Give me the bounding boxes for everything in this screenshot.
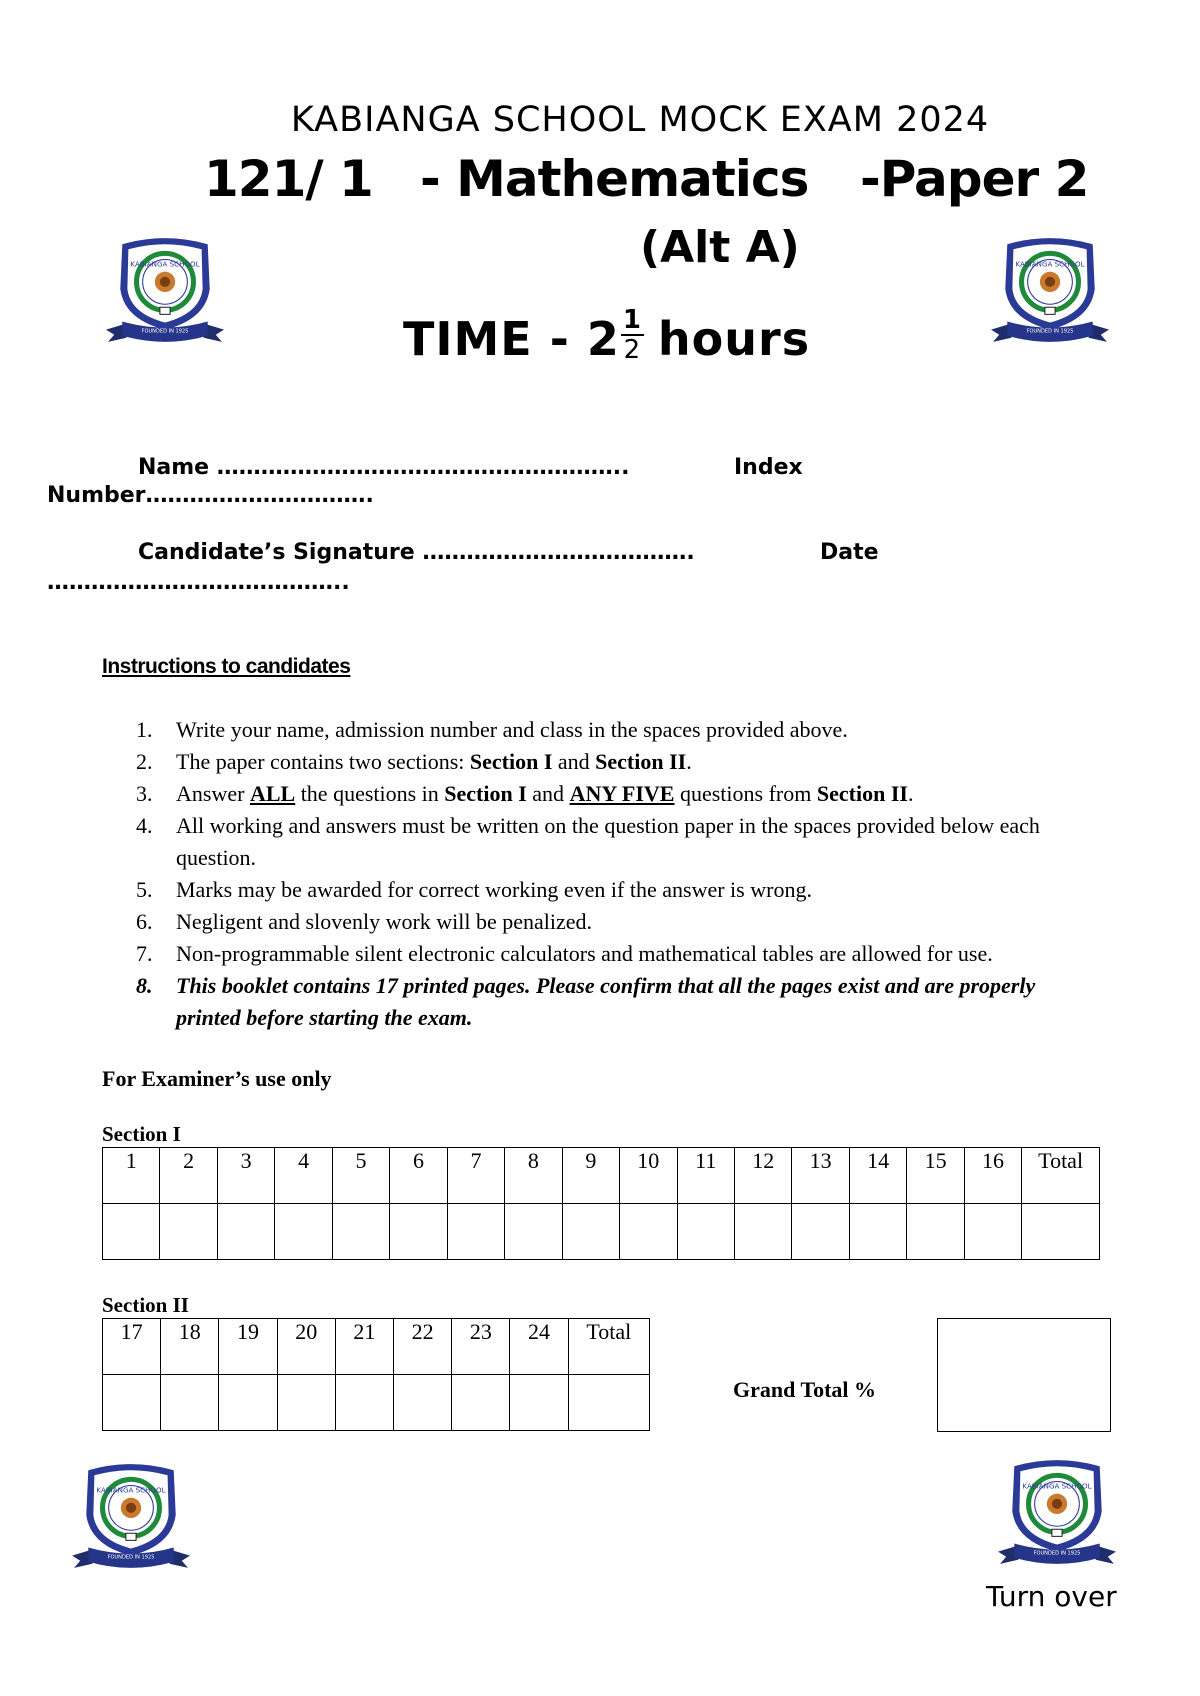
- marks-score-cell[interactable]: [734, 1204, 791, 1260]
- paper-number: -Paper 2: [860, 150, 1089, 208]
- section2-marks-table: [102, 1318, 650, 1431]
- marks-score-cell[interactable]: [677, 1204, 734, 1260]
- paper-code: 121/ 1: [204, 150, 373, 208]
- marks-header-cell: 17: [103, 1319, 161, 1375]
- marks-header-cell: 20: [277, 1319, 335, 1375]
- marks-score-cell[interactable]: [568, 1375, 649, 1431]
- instruction-item: 1. Write your name, admission number and class in the spaces provided above.: [136, 717, 848, 742]
- instruction-item: 6. Negligent and slovenly work will be penalized.: [136, 909, 593, 934]
- marks-header-cell: Total: [568, 1319, 649, 1375]
- time-numerator: 1: [622, 304, 642, 335]
- marks-header-cell: 10: [620, 1148, 677, 1204]
- marks-header-cell: 7: [447, 1148, 504, 1204]
- marks-header-cell: 13: [792, 1148, 849, 1204]
- logo-motto: FOUNDED IN 1925: [141, 328, 189, 335]
- logo-school-name: KABIANGA SCHOOL: [96, 1485, 166, 1495]
- marks-score-cell[interactable]: [562, 1204, 619, 1260]
- turn-over-label: Turn over: [986, 1580, 1117, 1613]
- marks-score-cell[interactable]: [217, 1204, 274, 1260]
- section1-header-row: [103, 1148, 1100, 1204]
- instruction-item: 4. All working and answers must be written on the question paper in the spaces provided below each question.: [136, 813, 1040, 870]
- marks-header-cell: 6: [390, 1148, 447, 1204]
- section1-marks-table: [102, 1147, 1100, 1260]
- marks-header-cell: 5: [332, 1148, 389, 1204]
- date-label: Date: [820, 540, 879, 565]
- marks-score-cell[interactable]: [390, 1204, 447, 1260]
- section2-label: Section II: [102, 1293, 189, 1317]
- marks-score-cell[interactable]: [335, 1375, 393, 1431]
- school-title: KABIANGA SCHOOL MOCK EXAM 2024: [290, 100, 990, 140]
- logo-school-name: KABIANGA SCHOOL: [1015, 259, 1085, 269]
- alt-version: (Alt A): [640, 222, 800, 273]
- marks-header-cell: 16: [964, 1148, 1021, 1204]
- marks-score-cell[interactable]: [792, 1204, 849, 1260]
- marks-header-cell: 1: [103, 1148, 160, 1204]
- marks-header-cell: 22: [394, 1319, 452, 1375]
- marks-score-cell[interactable]: [447, 1204, 504, 1260]
- marks-header-cell: 8: [505, 1148, 562, 1204]
- marks-header-cell: 3: [217, 1148, 274, 1204]
- section2-header-row: [103, 1319, 650, 1375]
- date-field[interactable]: …………………………………..: [47, 570, 350, 595]
- marks-header-cell: 4: [275, 1148, 332, 1204]
- marks-header-cell: 21: [335, 1319, 393, 1375]
- marks-score-cell[interactable]: [103, 1375, 161, 1431]
- grand-total-box[interactable]: [937, 1318, 1111, 1432]
- marks-header-cell: 15: [907, 1148, 964, 1204]
- section1-label: Section I: [102, 1122, 181, 1146]
- marks-score-cell[interactable]: [620, 1204, 677, 1260]
- logo-school-name: KABIANGA SCHOOL: [130, 259, 200, 269]
- marks-score-cell[interactable]: [161, 1375, 219, 1431]
- marks-header-cell: 24: [510, 1319, 568, 1375]
- logo-motto: FOUNDED IN 1925: [1033, 1550, 1081, 1557]
- index-label: Index: [734, 455, 803, 480]
- instruction-item: 7. Non-programmable silent electronic calculators and mathematical tables are allowed for use.: [136, 941, 993, 966]
- time-fraction: [621, 306, 644, 364]
- marks-header-cell: 18: [161, 1319, 219, 1375]
- school-logo-top-left: [104, 232, 226, 352]
- time-denominator: 2: [623, 334, 642, 365]
- marks-header-cell: 9: [562, 1148, 619, 1204]
- marks-score-cell[interactable]: [505, 1204, 562, 1260]
- marks-score-cell[interactable]: [103, 1204, 160, 1260]
- time-allowed: [403, 304, 811, 372]
- marks-header-cell: 19: [219, 1319, 277, 1375]
- instruction-item: 8. This booklet contains 17 printed pages. Please confirm that all the pages exist and are properly printed before starting the exam.: [136, 973, 1036, 1030]
- index-number-field[interactable]: Number………………………….: [47, 483, 374, 508]
- time-suffix: hours: [657, 312, 811, 366]
- marks-score-cell[interactable]: [849, 1204, 906, 1260]
- examiner-label: For Examiner’s use only: [102, 1066, 332, 1091]
- school-logo-bottom-right: [996, 1454, 1118, 1574]
- marks-score-cell[interactable]: [219, 1375, 277, 1431]
- marks-header-cell: Total: [1022, 1148, 1100, 1204]
- marks-score-cell[interactable]: [160, 1204, 217, 1260]
- instructions-heading: Instructions to candidates: [102, 655, 351, 678]
- marks-score-cell[interactable]: [394, 1375, 452, 1431]
- school-logo-bottom-left: [70, 1458, 192, 1578]
- marks-header-cell: 12: [734, 1148, 791, 1204]
- logo-motto: FOUNDED IN 1925: [1026, 328, 1074, 335]
- marks-score-cell[interactable]: [275, 1204, 332, 1260]
- section1-score-row: [103, 1204, 1100, 1260]
- name-field[interactable]: Name ………………………………………………..: [138, 455, 630, 480]
- marks-header-cell: 23: [452, 1319, 510, 1375]
- marks-score-cell[interactable]: [510, 1375, 568, 1431]
- marks-score-cell[interactable]: [332, 1204, 389, 1260]
- instruction-item: 3. Answer ALL the questions in Section I and ANY FIVE questions from Section II.: [136, 781, 914, 806]
- marks-score-cell[interactable]: [1022, 1204, 1100, 1260]
- instructions-list: [136, 714, 1096, 1034]
- subject-title: - Mathematics: [420, 150, 809, 208]
- grand-total-label: Grand Total %: [733, 1377, 877, 1402]
- time-prefix: TIME - 2: [403, 312, 620, 366]
- signature-field[interactable]: Candidate’s Signature ……………………………….: [138, 540, 695, 565]
- marks-header-cell: 11: [677, 1148, 734, 1204]
- marks-header-cell: 2: [160, 1148, 217, 1204]
- logo-motto: FOUNDED IN 1925: [107, 1554, 155, 1561]
- logo-school-name: KABIANGA SCHOOL: [1022, 1481, 1092, 1491]
- marks-header-cell: 14: [849, 1148, 906, 1204]
- marks-score-cell[interactable]: [452, 1375, 510, 1431]
- school-logo-top-right: [989, 232, 1111, 352]
- marks-score-cell[interactable]: [907, 1204, 964, 1260]
- marks-score-cell[interactable]: [277, 1375, 335, 1431]
- instruction-item: 2. The paper contains two sections: Section I and Section II.: [136, 749, 692, 774]
- marks-score-cell[interactable]: [964, 1204, 1021, 1260]
- section2-score-row: [103, 1375, 650, 1431]
- instruction-item: 5. Marks may be awarded for correct working even if the answer is wrong.: [136, 877, 812, 902]
